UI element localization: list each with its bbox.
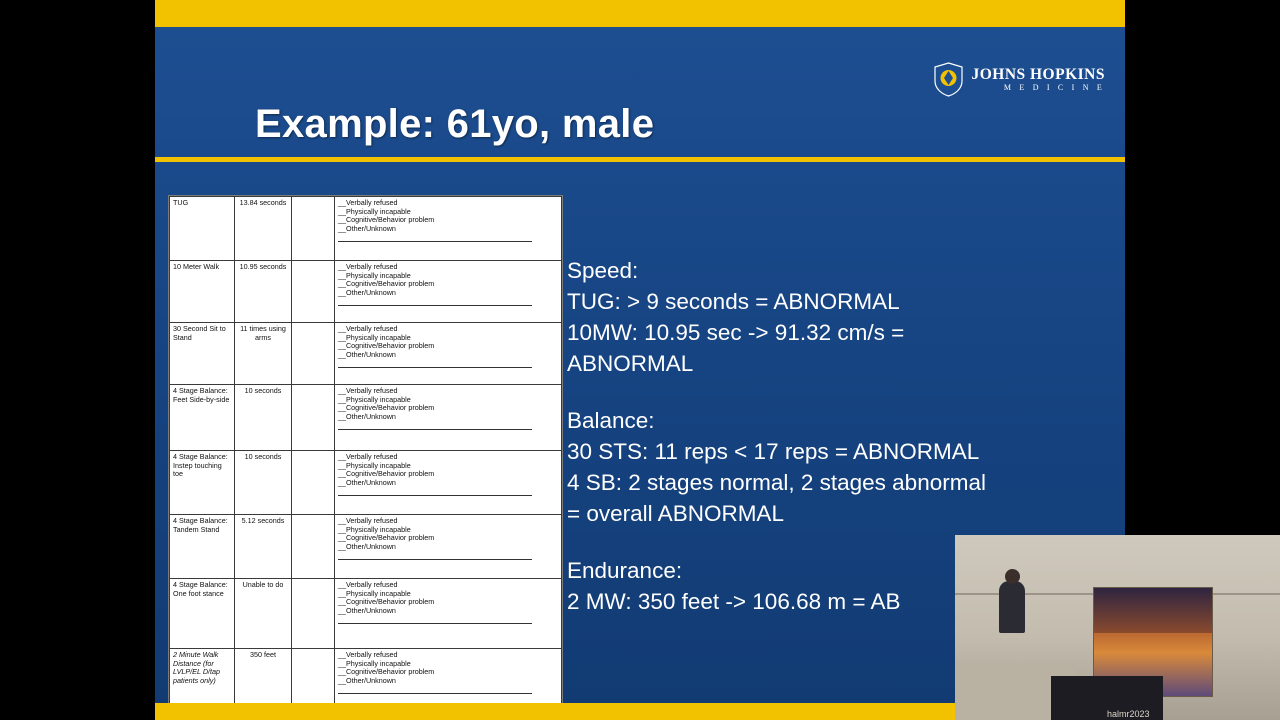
row-value: Unable to do: [235, 579, 292, 649]
option-item: __Physically incapable: [338, 270, 411, 280]
write-in-line: [338, 298, 532, 306]
option-item: __Cognitive/Behavior problem: [338, 597, 435, 607]
option-item: __Physically incapable: [338, 460, 411, 470]
row-options: [335, 579, 562, 649]
option-item: __Cognitive/Behavior problem: [338, 469, 435, 479]
table-row: [170, 579, 562, 649]
table-row: [170, 323, 562, 385]
notes-line: 4 SB: 2 stages normal, 2 stages abnormal: [567, 470, 986, 495]
row-label: 10 Meter Walk: [170, 261, 235, 323]
option-item: __Verbally refused: [338, 580, 398, 589]
write-in-line: [338, 488, 532, 496]
row-blank-cell: [292, 197, 335, 261]
notes-line: TUG: > 9 seconds = ABNORMAL: [567, 289, 900, 314]
row-value: 10 seconds: [235, 385, 292, 451]
option-item: __Cognitive/Behavior problem: [338, 533, 435, 543]
option-item: __Cognitive/Behavior problem: [338, 403, 435, 413]
option-item: __Other/Unknown: [338, 287, 396, 297]
option-item: __Cognitive/Behavior problem: [338, 279, 435, 289]
option-item: __Physically incapable: [338, 206, 411, 216]
row-label: 30 Second Sit to Stand: [170, 323, 235, 385]
row-value: 10.95 seconds: [235, 261, 292, 323]
assessment-form-table: [168, 195, 563, 720]
table-row: [170, 261, 562, 323]
page-title: Example: 61yo, male: [255, 102, 655, 146]
option-item: __Other/Unknown: [338, 675, 396, 685]
option-item: __Physically incapable: [338, 332, 411, 342]
row-options: [335, 323, 562, 385]
webcam-screen-sky: [1094, 588, 1212, 633]
row-value: 350 feet: [235, 649, 292, 720]
title-divider: [155, 157, 1125, 162]
write-in-line: [338, 686, 532, 694]
speaker-webcam-pip[interactable]: [955, 535, 1280, 720]
notes-heading: Balance:: [567, 408, 655, 433]
table-row: [170, 451, 562, 515]
notes-line: = overall ABNORMAL: [567, 501, 784, 526]
notes-line: 10MW: 10.95 sec -> 91.32 cm/s =: [567, 320, 905, 345]
notes-line: 2 MW: 350 feet -> 106.68 m = AB: [567, 589, 901, 614]
row-label: 4 Stage Balance: One foot stance: [170, 579, 235, 649]
option-item: __Verbally refused: [338, 198, 398, 207]
row-label: 4 Stage Balance: Feet Side-by-side: [170, 385, 235, 451]
row-blank-cell: [292, 323, 335, 385]
row-value: 11 times using arms: [235, 323, 292, 385]
option-item: __Verbally refused: [338, 324, 398, 333]
shield-icon: [933, 62, 964, 97]
notes-heading: Speed:: [567, 258, 639, 283]
option-item: __Verbally refused: [338, 386, 398, 395]
write-in-line: [338, 552, 532, 560]
row-blank-cell: [292, 579, 335, 649]
option-item: __Verbally refused: [338, 516, 398, 525]
row-value: 10 seconds: [235, 451, 292, 515]
webcam-caption: halmr2023: [1107, 709, 1150, 719]
option-item: __Physically incapable: [338, 658, 411, 668]
option-item: __Cognitive/Behavior problem: [338, 341, 435, 351]
notes-line: 30 STS: 11 reps < 17 reps = ABNORMAL: [567, 439, 980, 464]
option-item: __Other/Unknown: [338, 477, 396, 487]
option-item: __Other/Unknown: [338, 605, 396, 615]
write-in-line: [338, 360, 532, 368]
row-blank-cell: [292, 385, 335, 451]
webcam-speaker-head: [1005, 569, 1020, 584]
row-blank-cell: [292, 451, 335, 515]
notes-group-speed: [567, 255, 1107, 379]
write-in-line: [338, 234, 532, 242]
logo-name: JOHNS HOPKINS: [971, 65, 1105, 83]
row-label: 4 Stage Balance: Instep touching toe: [170, 451, 235, 515]
notes-group-balance: [567, 405, 1107, 529]
row-options: [335, 197, 562, 261]
row-label: 2 Minute Walk Distance (for LVLP/EL D/tap patients only): [170, 649, 235, 720]
option-item: __Verbally refused: [338, 452, 398, 461]
form-table-body: [170, 197, 562, 720]
option-item: __Physically incapable: [338, 588, 411, 598]
row-blank-cell: [292, 261, 335, 323]
option-item: __Other/Unknown: [338, 349, 396, 359]
logo-subtitle: M E D I C I N E: [1003, 82, 1105, 92]
form-table: [169, 196, 562, 720]
table-row: [170, 515, 562, 579]
option-item: __Physically incapable: [338, 524, 411, 534]
johns-hopkins-logo: [933, 62, 1105, 97]
slide-top-accent-bar: [155, 0, 1125, 27]
row-value: 13.84 seconds: [235, 197, 292, 261]
row-blank-cell: [292, 515, 335, 579]
option-item: __Verbally refused: [338, 650, 398, 659]
option-item: __Physically incapable: [338, 394, 411, 404]
option-item: __Verbally refused: [338, 262, 398, 271]
webcam-speaker-body: [999, 581, 1025, 633]
row-options: [335, 451, 562, 515]
row-options: [335, 385, 562, 451]
write-in-line: [338, 422, 532, 430]
notes-heading: Endurance:: [567, 558, 683, 583]
option-item: __Cognitive/Behavior problem: [338, 215, 435, 225]
option-item: __Cognitive/Behavior problem: [338, 667, 435, 677]
option-item: __Other/Unknown: [338, 223, 396, 233]
option-item: __Other/Unknown: [338, 411, 396, 421]
option-item: __Other/Unknown: [338, 541, 396, 551]
row-label: 4 Stage Balance: Tandem Stand: [170, 515, 235, 579]
notes-line: ABNORMAL: [567, 351, 694, 376]
table-row: [170, 385, 562, 451]
row-options: [335, 261, 562, 323]
write-in-line: [338, 616, 532, 624]
row-options: [335, 515, 562, 579]
table-row: [170, 197, 562, 261]
logo-wordmark: [971, 67, 1105, 93]
row-label: TUG: [170, 197, 235, 261]
row-value: 5.12 seconds: [235, 515, 292, 579]
